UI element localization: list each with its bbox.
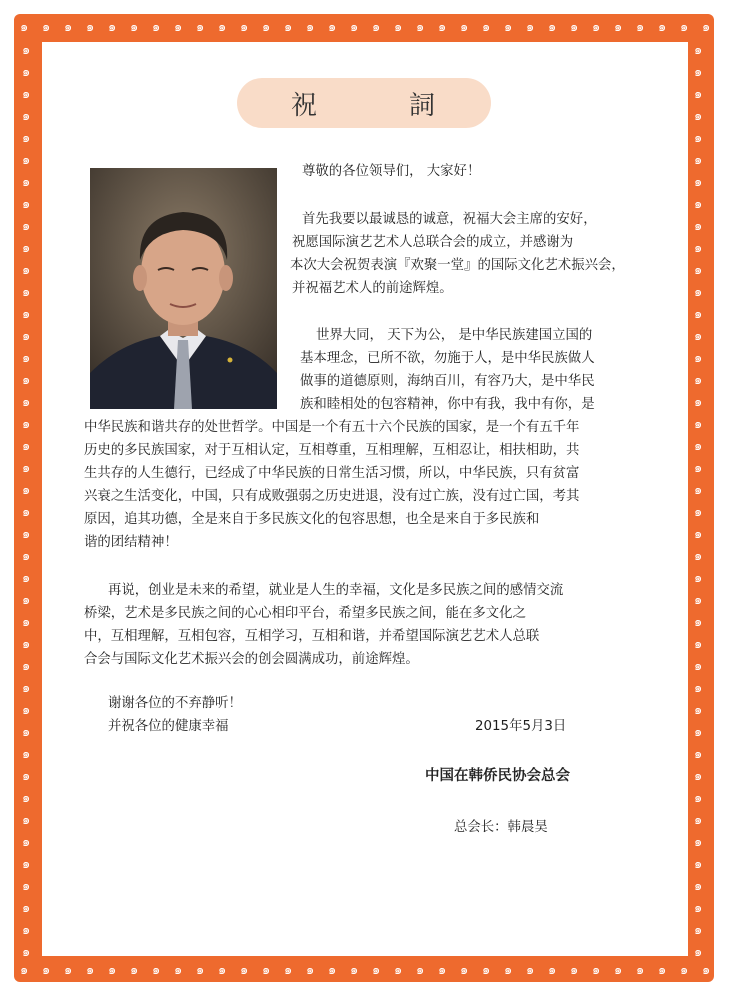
border-ornament: ๑ [694, 395, 703, 410]
para2-line-9: 原因，追其功德，全是来自于多民族文化的包容思想，也全是来自于多民族和 [84, 512, 540, 527]
border-ornament: ๑ [22, 219, 31, 234]
border-ornament: ๑ [152, 20, 161, 35]
border-ornament: ๑ [694, 747, 703, 762]
border-ornament: ๑ [22, 153, 31, 168]
border-ornament: ๑ [694, 285, 703, 300]
border-ornament: ๑ [694, 571, 703, 586]
border-ornament: ๑ [438, 963, 447, 978]
letter-date: 2015年5月3日 [475, 719, 567, 734]
para1-line-1: 首先我要以最诚恳的诚意，祝福大会主席的安好， [302, 212, 597, 227]
para3-line-4: 合会与国际文化艺术振兴会的创会圆满成功，前途辉煌。 [84, 652, 419, 667]
border-ornament: ๑ [504, 963, 513, 978]
border-ornament: ๑ [22, 241, 31, 256]
border-ornament: ๑ [22, 527, 31, 542]
border-ornament: ๑ [22, 857, 31, 872]
border-ornament: ๑ [694, 483, 703, 498]
border-ornament: ๑ [22, 351, 31, 366]
para2-line-6: 历史的多民族国家，对于互相认定，互相尊重，互相理解，互相忍让，相扶相助，共 [84, 443, 580, 458]
border-ornament: ๑ [504, 20, 513, 35]
border-ornament: ๑ [482, 963, 491, 978]
border-ornament: ๑ [22, 439, 31, 454]
border-ornament: ๑ [22, 637, 31, 652]
border-ornament: ๑ [694, 175, 703, 190]
border-ornament: ๑ [694, 527, 703, 542]
border-ornament: ๑ [22, 87, 31, 102]
border-ornament: ๑ [636, 963, 645, 978]
border-ornament: ๑ [694, 725, 703, 740]
border-ornament: ๑ [702, 963, 711, 978]
border-ornament: ๑ [694, 945, 703, 960]
border-ornament: ๑ [22, 791, 31, 806]
border-ornament: ๑ [306, 963, 315, 978]
border-ornament: ๑ [86, 963, 95, 978]
border-ornament: ๑ [20, 20, 29, 35]
border-ornament: ๑ [694, 461, 703, 476]
border-ornament: ๑ [22, 131, 31, 146]
border-ornament: ๑ [22, 285, 31, 300]
border-ornament: ๑ [694, 791, 703, 806]
border-ornament: ๑ [22, 197, 31, 212]
border-ornament: ๑ [416, 20, 425, 35]
border-ornament: ๑ [42, 20, 51, 35]
border-ornament: ๑ [350, 20, 359, 35]
border-ornament: ๑ [658, 20, 667, 35]
border-ornament: ๑ [526, 963, 535, 978]
para3-line-1: 再说，创业是未来的希望，就业是人生的幸福，文化是多民族之间的感情交流 [108, 583, 564, 598]
border-ornament: ๑ [22, 461, 31, 476]
border-ornament: ๑ [22, 571, 31, 586]
para2-line-10: 谐的团结精神！ [84, 535, 178, 550]
border-ornament: ๑ [694, 351, 703, 366]
title-char-left: 祝 [290, 90, 319, 121]
border-ornament: ๑ [22, 395, 31, 410]
border-ornament: ๑ [460, 20, 469, 35]
border-ornament: ๑ [22, 329, 31, 344]
border-ornament: ๑ [438, 20, 447, 35]
closing-thanks: 谢谢各位的不弃静听！ [108, 696, 242, 711]
border-ornament: ๑ [22, 901, 31, 916]
border-ornament: ๑ [592, 963, 601, 978]
border-ornament: ๑ [22, 43, 31, 58]
border-ornament: ๑ [614, 20, 623, 35]
border-ornament: ๑ [130, 963, 139, 978]
greeting: 尊敬的各位领导们， 大家好！ [302, 164, 481, 179]
border-ornament: ๑ [284, 20, 293, 35]
border-ornament: ๑ [22, 659, 31, 674]
border-ornament: ๑ [694, 43, 703, 58]
border-ornament: ๑ [460, 963, 469, 978]
border-ornament: ๑ [694, 857, 703, 872]
border-ornament: ๑ [694, 659, 703, 674]
border-ornament: ๑ [108, 20, 117, 35]
border-ornament: ๑ [694, 153, 703, 168]
border-ornament: ๑ [694, 549, 703, 564]
border-ornament: ๑ [614, 963, 623, 978]
border-ornament: ๑ [694, 637, 703, 652]
border-ornament: ๑ [22, 945, 31, 960]
border-ornament: ๑ [22, 725, 31, 740]
border-ornament: ๑ [328, 963, 337, 978]
border-ornament: ๑ [22, 483, 31, 498]
border-ornament: ๑ [22, 813, 31, 828]
border-ornament: ๑ [694, 131, 703, 146]
portrait-photo [90, 168, 277, 409]
border-ornament: ๑ [22, 703, 31, 718]
border-ornament: ๑ [694, 813, 703, 828]
para1-line-3: 本次大会祝贺表演『欢聚一堂』的国际文化艺术振兴会， [290, 258, 625, 273]
border-ornament: ๑ [64, 20, 73, 35]
border-ornament: ๑ [694, 593, 703, 608]
border-ornament: ๑ [22, 769, 31, 784]
border-ornament: ๑ [218, 963, 227, 978]
border-ornament: ๑ [22, 835, 31, 850]
title-char-right: 詞 [409, 90, 438, 121]
border-ornament: ๑ [130, 20, 139, 35]
border-ornament: ๑ [350, 963, 359, 978]
border-ornament: ๑ [22, 263, 31, 278]
border-ornament: ๑ [196, 20, 205, 35]
border-ornament: ๑ [694, 65, 703, 80]
border-ornament: ๑ [394, 20, 403, 35]
border-ornament: ๑ [86, 20, 95, 35]
border-ornament: ๑ [694, 879, 703, 894]
border-ornament: ๑ [218, 20, 227, 35]
border-ornament: ๑ [22, 65, 31, 80]
border-ornament: ๑ [306, 20, 315, 35]
border-ornament: ๑ [694, 681, 703, 696]
border-ornament: ๑ [284, 963, 293, 978]
para2-line-5: 中华民族和谐共存的处世哲学。中国是一个有五十六个民族的国家，是一个有五千年 [84, 420, 580, 435]
border-ornament: ๑ [22, 505, 31, 520]
border-ornament: ๑ [694, 923, 703, 938]
border-ornament: ๑ [694, 307, 703, 322]
border-ornament: ๑ [22, 373, 31, 388]
border-ornament: ๑ [174, 963, 183, 978]
border-ornament: ๑ [394, 963, 403, 978]
border-ornament: ๑ [22, 175, 31, 190]
border-ornament: ๑ [22, 307, 31, 322]
para2-line-1: 世界大同， 天下为公， 是中华民族建国立国的 [316, 328, 593, 343]
border-ornament: ๑ [22, 417, 31, 432]
border-ornament: ๑ [22, 593, 31, 608]
border-ornament: ๑ [22, 681, 31, 696]
para2-line-7: 生共存的人生德行，已经成了中华民族的日常生活习惯，所以，中华民族，只有贫富 [84, 466, 580, 481]
para2-line-2: 基本理念，已所不欲，勿施于人，是中华民族做人 [300, 351, 595, 366]
border-ornament: ๑ [22, 615, 31, 630]
border-ornament: ๑ [702, 20, 711, 35]
border-ornament: ๑ [196, 963, 205, 978]
border-ornament: ๑ [174, 20, 183, 35]
border-ornament: ๑ [694, 505, 703, 520]
border-ornament: ๑ [680, 963, 689, 978]
para3-line-3: 中，互相理解，互相包容，互相学习，互相和谐，并希望国际演艺艺术人总联 [84, 629, 540, 644]
border-ornament: ๑ [262, 20, 271, 35]
border-ornament: ๑ [694, 329, 703, 344]
border-ornament: ๑ [658, 963, 667, 978]
border-ornament: ๑ [694, 241, 703, 256]
para1-line-4: 并祝福艺术人的前途辉煌。 [292, 281, 453, 296]
border-ornament: ๑ [570, 963, 579, 978]
para1-line-2: 祝愿国际演艺艺术人总联合会的成立，并感谢为 [292, 235, 574, 250]
border-ornament: ๑ [152, 963, 161, 978]
border-ornament: ๑ [42, 963, 51, 978]
organization-name: 中国在韩侨民协会总会 [425, 768, 570, 784]
border-ornament: ๑ [694, 703, 703, 718]
border-ornament: ๑ [22, 747, 31, 762]
para2-line-8: 兴衰之生活变化，中国，只有成败强弱之历史进退，没有过亡族，没有过亡国，考其 [84, 489, 580, 504]
border-ornament: ๑ [240, 20, 249, 35]
border-ornament: ๑ [22, 109, 31, 124]
border-ornament: ๑ [526, 20, 535, 35]
border-ornament: ๑ [694, 901, 703, 916]
closing-wish: 并祝各位的健康幸福 [108, 719, 229, 734]
border-ornament: ๑ [548, 963, 557, 978]
para2-line-3: 做事的道德原则，海纳百川，有容乃大，是中华民 [300, 374, 595, 389]
para3-line-2: 桥梁，艺术是多民族之间的心心相印平台，希望多民族之间，能在多文化之 [84, 606, 526, 621]
border-ornament: ๑ [372, 20, 381, 35]
border-ornament: ๑ [416, 963, 425, 978]
border-ornament: ๑ [328, 20, 337, 35]
border-ornament: ๑ [20, 963, 29, 978]
border-ornament: ๑ [22, 923, 31, 938]
border-ornament: ๑ [108, 963, 117, 978]
border-ornament: ๑ [694, 109, 703, 124]
border-ornament: ๑ [680, 20, 689, 35]
border-ornament: ๑ [636, 20, 645, 35]
border-ornament: ๑ [482, 20, 491, 35]
president-signature: 总会长：韩晨昊 [454, 820, 548, 835]
border-ornament: ๑ [240, 963, 249, 978]
border-ornament: ๑ [694, 615, 703, 630]
border-ornament: ๑ [22, 879, 31, 894]
border-ornament: ๑ [694, 87, 703, 102]
border-ornament: ๑ [548, 20, 557, 35]
border-ornament: ๑ [22, 549, 31, 564]
border-ornament: ๑ [570, 20, 579, 35]
border-ornament: ๑ [262, 963, 271, 978]
border-ornament: ๑ [694, 417, 703, 432]
border-ornament: ๑ [592, 20, 601, 35]
para2-line-4: 族和睦相处的包容精神，你中有我，我中有你，是 [300, 397, 595, 412]
border-ornament: ๑ [694, 219, 703, 234]
border-ornament: ๑ [694, 769, 703, 784]
title-banner [237, 78, 491, 128]
border-ornament: ๑ [64, 963, 73, 978]
border-ornament: ๑ [694, 197, 703, 212]
border-ornament: ๑ [372, 963, 381, 978]
border-ornament: ๑ [694, 373, 703, 388]
border-ornament: ๑ [694, 835, 703, 850]
border-ornament: ๑ [694, 263, 703, 278]
border-ornament: ๑ [694, 439, 703, 454]
